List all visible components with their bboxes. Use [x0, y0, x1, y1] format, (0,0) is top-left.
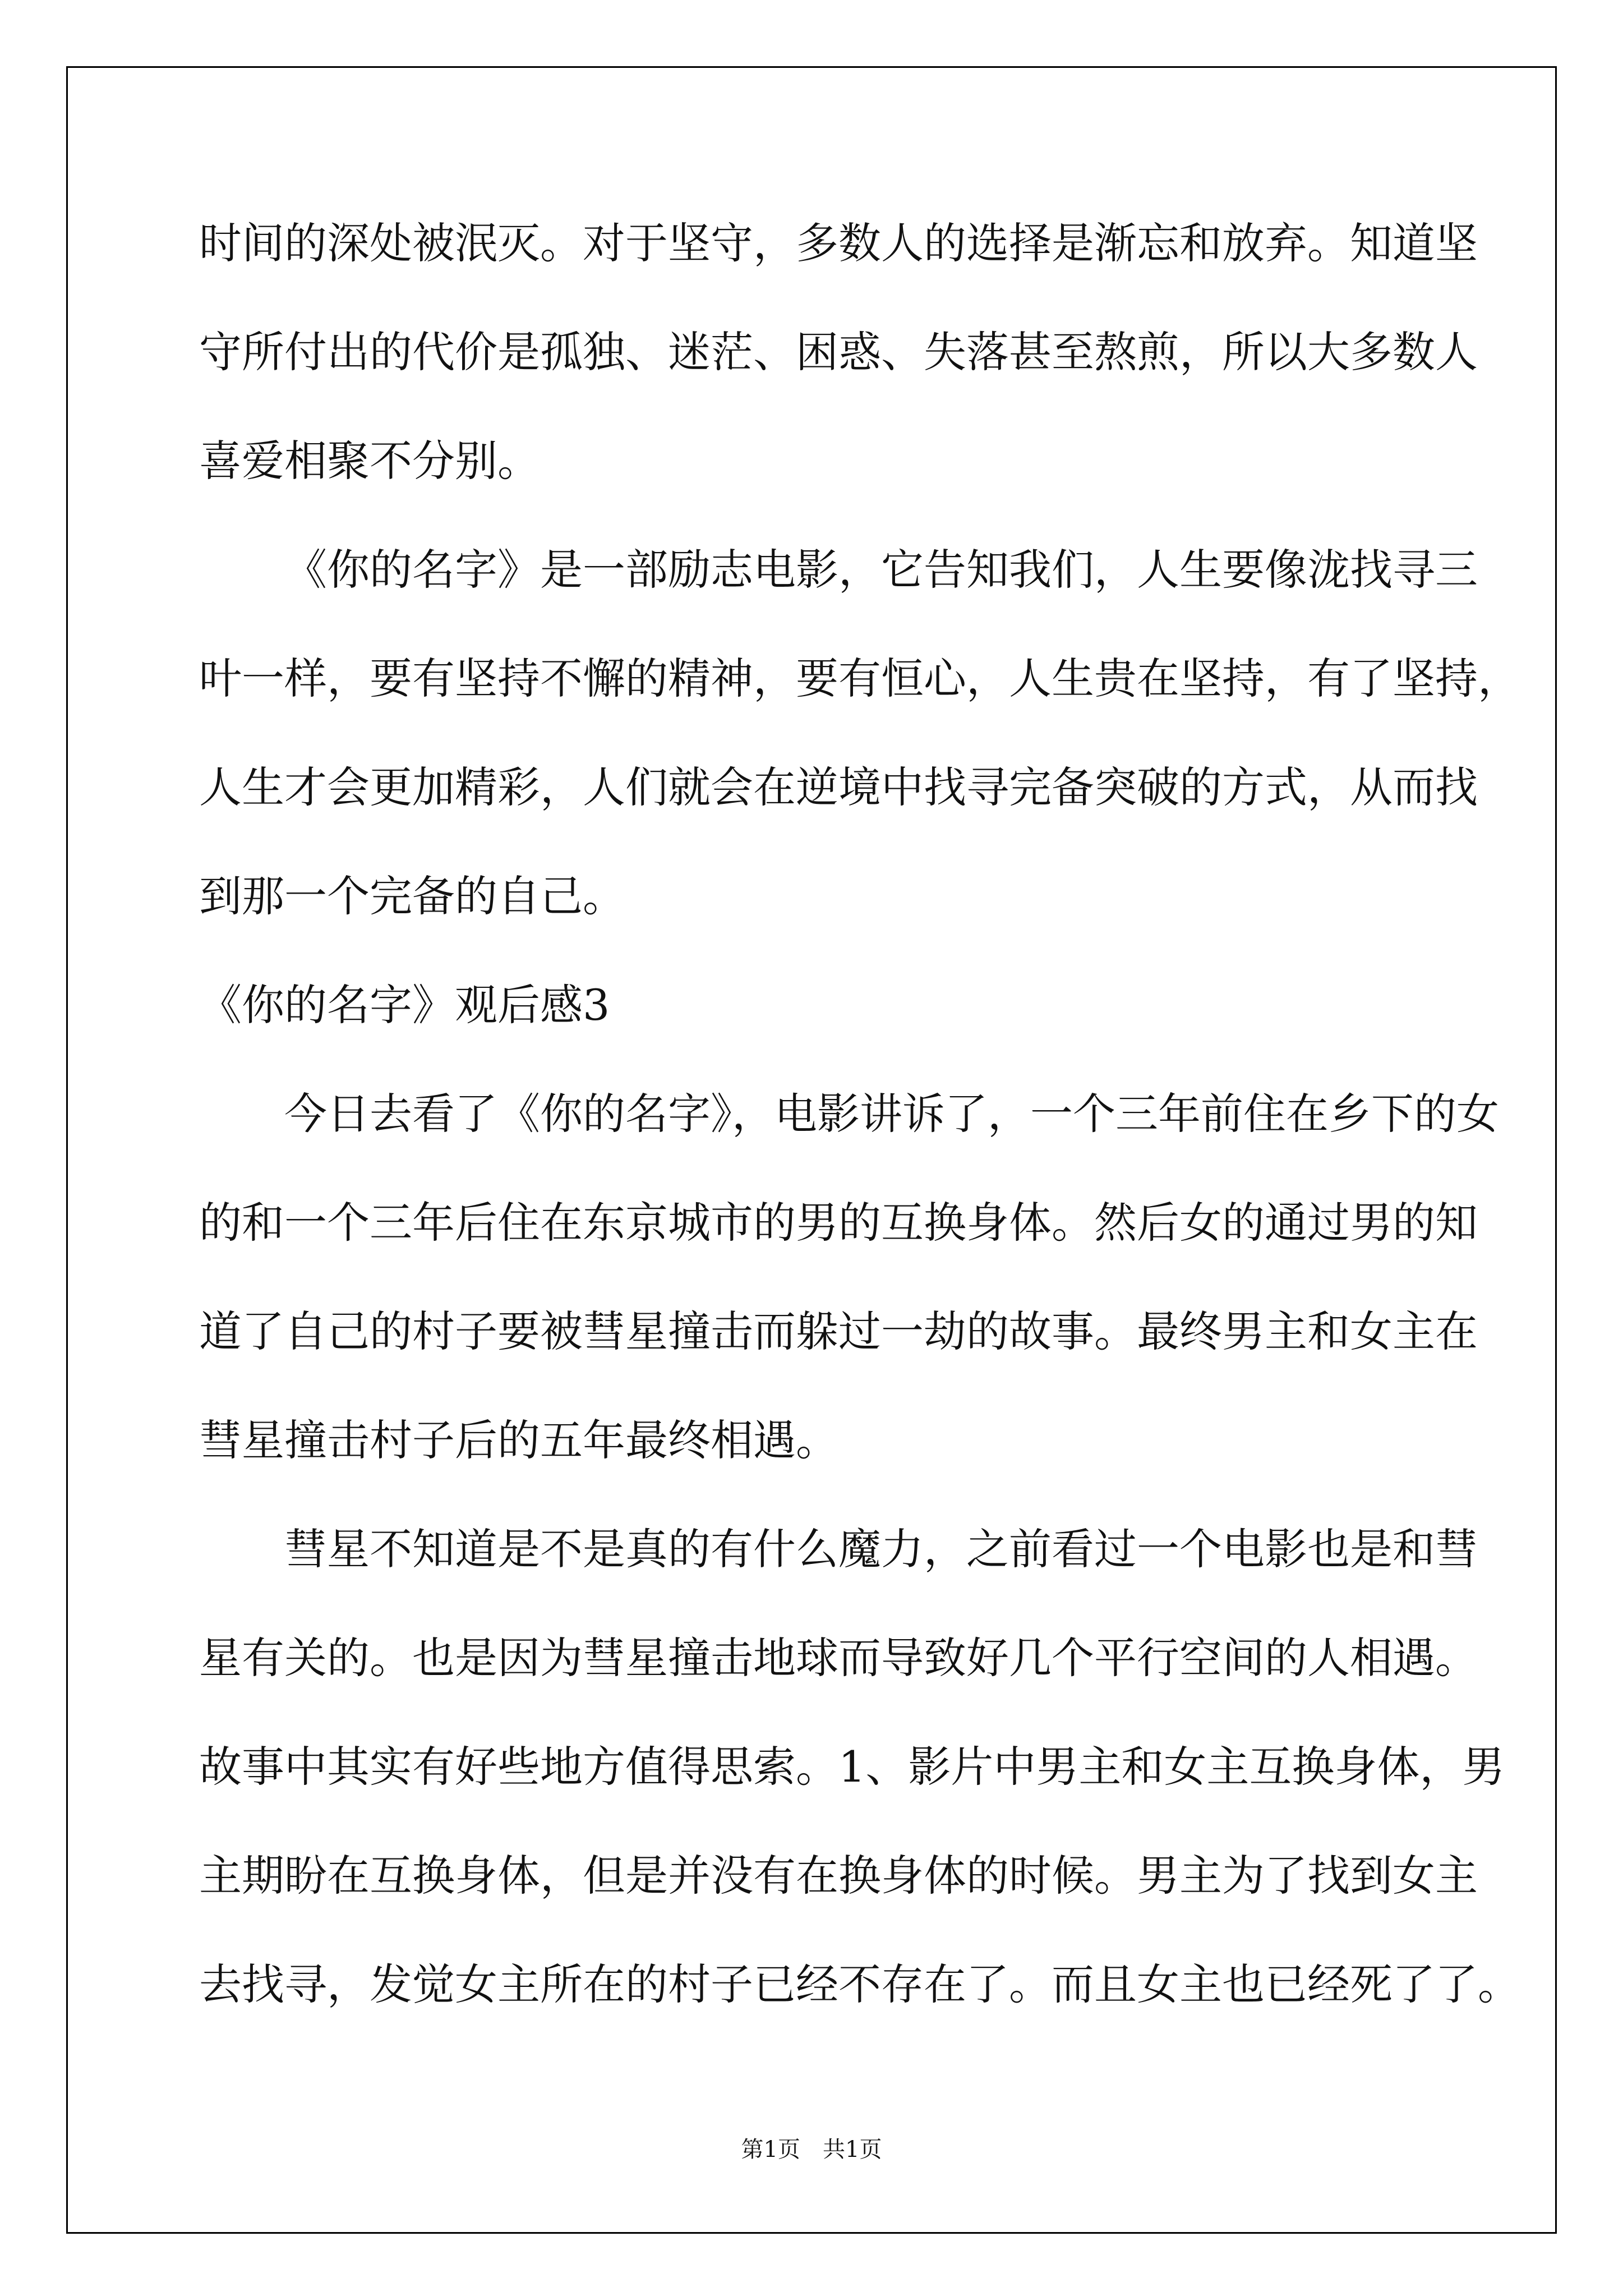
text-line: 星有关的。也是因为彗星撞击地球而导致好几个平行空间的人相遇。 — [199, 1633, 1478, 1683]
text-line: 到那一个完备的自己。 — [199, 871, 625, 921]
text-line: 彗星不知道是不是真的有什么魔力，之前看过一个电影也是和彗 — [284, 1524, 1478, 1574]
text-line: 喜爱相聚不分别。 — [199, 436, 540, 486]
text-line: 叶一样，要有坚持不懈的精神，要有恒心，人生贵在坚持，有了坚持， — [199, 654, 1520, 703]
document-body — [199, 216, 1520, 2012]
text-line: 守所付出的代价是孤独、迷茫、困惑、失落甚至熬煎，所以大多数人 — [199, 327, 1478, 377]
text-line: 的和一个三年后住在东京城市的男的互换身体。然后女的通过男的知 — [199, 1198, 1478, 1248]
text-line: 故事中其实有好些地方值得思索。1、影片中男主和女主互换身体，男 — [199, 1742, 1505, 1792]
page-number: 第1页 共1页 — [741, 2137, 882, 2162]
text-line: 去找寻，发觉女主所在的村子已经不存在了。而且女主也已经死了了。 — [199, 1959, 1520, 2009]
text-line: 彗星撞击村子后的五年最终相遇。 — [199, 1415, 838, 1465]
text-line: 主期盼在互换身体，但是并没有在换身体的时候。男主为了找到女主 — [199, 1851, 1478, 1901]
text-line: 时间的深处被泯灭。对于坚守，多数人的选择是渐忘和放弃。知道坚 — [199, 218, 1478, 268]
text-line: 今日去看了《你的名字》，电影讲诉了，一个三年前住在乡下的女 — [284, 1089, 1499, 1139]
text-line: 道了自己的村子要被彗星撞击而躲过一劫的故事。最终男主和女主在 — [199, 1306, 1478, 1356]
text-line: 人生才会更加精彩，人们就会在逆境中找寻完备突破的方式，从而找 — [199, 762, 1478, 812]
section-heading: 《你的名字》观后感3 — [199, 980, 610, 1030]
text-line: 《你的名字》是一部励志电影，它告知我们，人生要像泷找寻三 — [284, 545, 1478, 595]
